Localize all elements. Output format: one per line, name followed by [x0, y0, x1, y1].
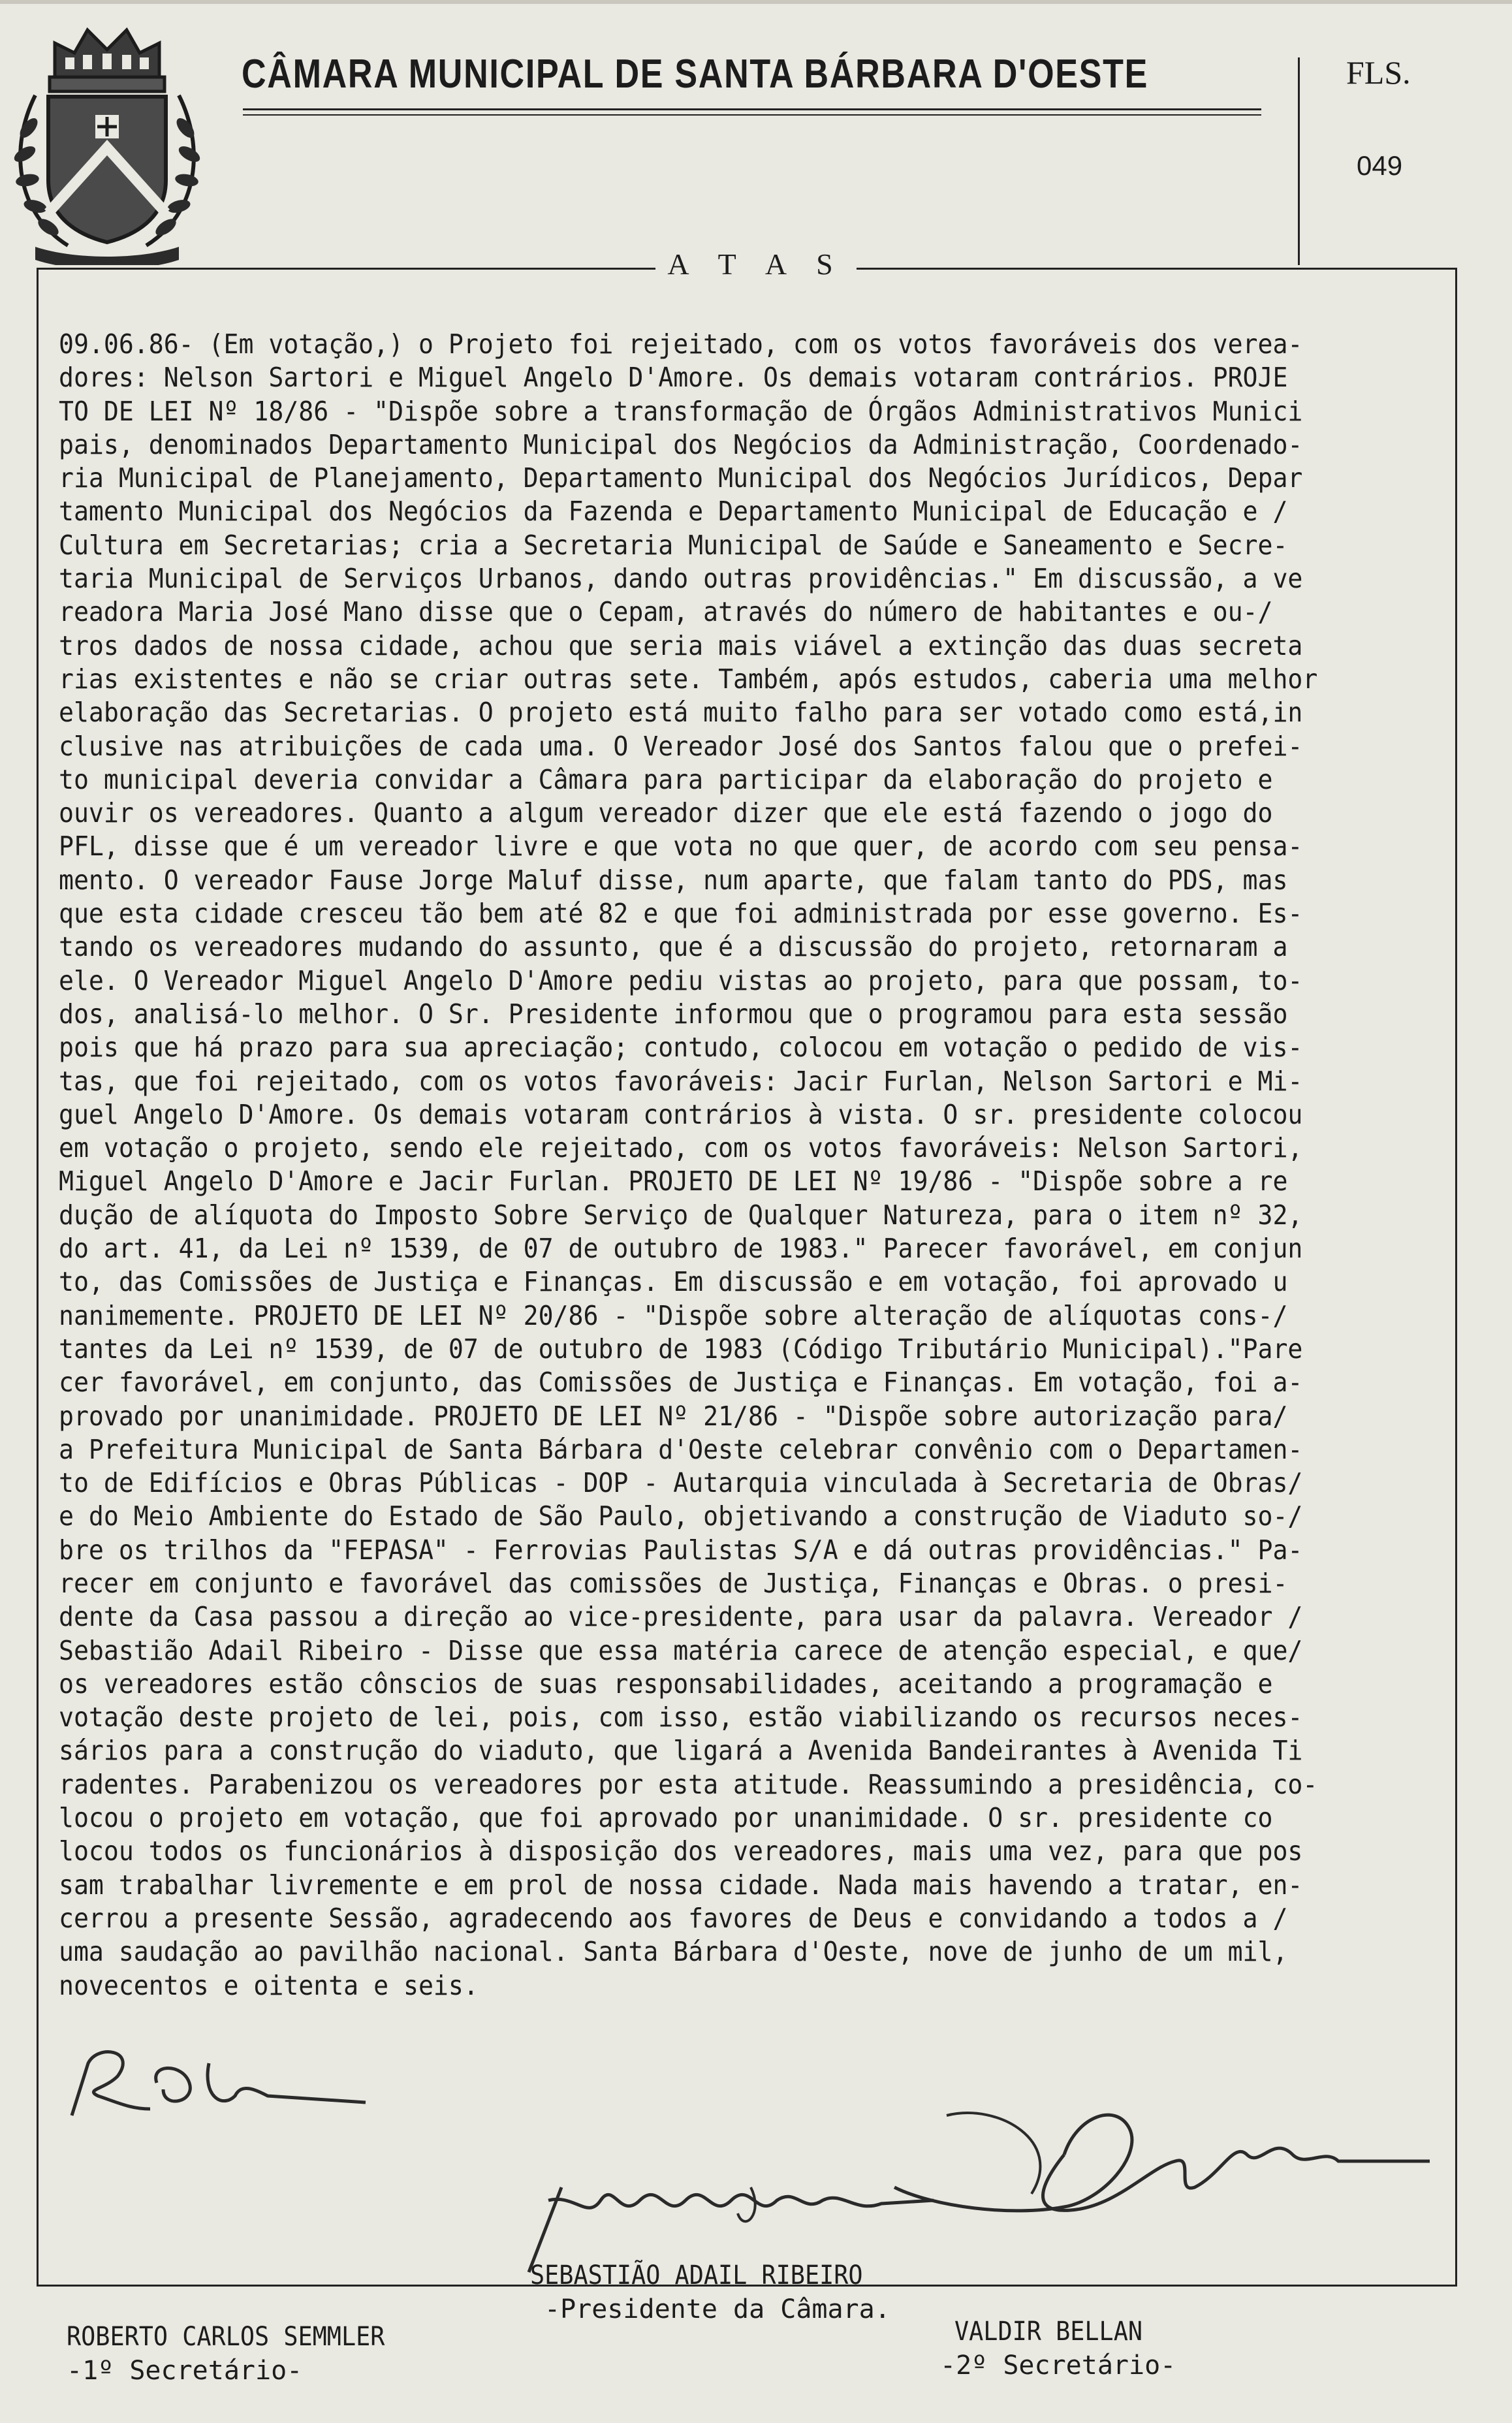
minutes-line: ele. O Vereador Miguel Angelo D'Amore pediu vistas ao projeto, para que possam, to- [59, 964, 1303, 996]
minutes-line: clusive nas atribuições de cada uma. O Vereador José dos Santos falou que o prefei- [59, 730, 1303, 762]
minutes-line: sários para a construção do viaduto, que ligará a Avenida Bandeirantes à Avenida Ti [59, 1735, 1303, 1767]
minutes-line: tamento Municipal dos Negócios da Fazenda e Departamento Municipal de Educação e / [59, 496, 1288, 528]
folio-label: FLS. [1346, 54, 1411, 91]
minutes-line: novecentos e oitenta e seis. [59, 1969, 479, 2001]
minutes-line: a Prefeitura Municipal de Santa Bárbara d'Oeste celebrar convênio com o Departamen- [59, 1433, 1303, 1465]
president-role: -Presidente da Câmara. [544, 2294, 890, 2324]
second-secretary-signature [868, 2076, 1443, 2226]
minutes-line: dução de alíquota do Imposto Sobre Serviço de Qualquer Natureza, para o item nº 32, [59, 1199, 1303, 1231]
minutes-line: PFL, disse que é um vereador livre e que vota no que quer, de acordo com seu pensa- [59, 831, 1303, 863]
minutes-line: cerrou a presente Sessão, agradecendo aos favores de Deus e convidando a todos a / [59, 1902, 1288, 1934]
section-title [0, 247, 1512, 302]
title-underline-secondary [243, 114, 1261, 116]
minutes-line: tando os vereadores mudando do assunto, que é a discussão do projeto, retornaram a [59, 931, 1288, 963]
municipal-crest-icon [9, 17, 205, 265]
minutes-line: que esta cidade cresceu tão bem até 82 e que foi administrada por esse governo. Es- [59, 898, 1303, 930]
section-title-text: A T A S [655, 247, 856, 281]
first-secretary-role: -1º Secretário- [67, 2356, 303, 2386]
second-secretary-role: -2º Secretário- [940, 2351, 1176, 2381]
minutes-line: dente da Casa passou a direção ao vice-presidente, para usar da palavra. Vereador / [59, 1601, 1303, 1633]
minutes-line: sam trabalhar livremente e em prol de nossa cidade. Nada mais havendo a tratar, en- [59, 1869, 1303, 1901]
minutes-line: locou todos os funcionários à disposição dos vereadores, mais uma vez, para que pos [59, 1835, 1303, 1867]
minutes-line: cer favorável, em conjunto, das Comissões de Justiça e Finanças. Em votação, foi a- [59, 1367, 1303, 1399]
president-name: SEBASTIÃO ADAIL RIBEIRO [530, 2260, 863, 2290]
minutes-line: guel Angelo D'Amore. Os demais votaram contrários à vista. O sr. presidente colocou [59, 1098, 1303, 1130]
first-secretary-name: ROBERTO CARLOS SEMMLER [67, 2322, 385, 2352]
minutes-line: rias existentes e não se criar outras sete. Também, após estudos, caberia uma melhor [59, 663, 1318, 695]
folio-number: 049 [1357, 150, 1403, 181]
minutes-line: 09.06.86- (Em votação,) o Projeto foi rejeitado, com os votos favoráveis dos verea- [59, 328, 1303, 360]
page-edge [0, 0, 1512, 4]
minutes-line: os vereadores estão cônscios de suas responsabilidades, aceitando a programação e [59, 1668, 1273, 1700]
minutes-line: ouvir os vereadores. Quanto a algum vereador dizer que ele está fazendo o jogo do [59, 797, 1273, 829]
minutes-line: bre os trilhos da "FEPASA" - Ferrovias Paulistas S/A e dá outras providências." Pa- [59, 1534, 1303, 1566]
minutes-line: votação deste projeto de lei, pois, com isso, estão viabilizando os recursos neces- [59, 1702, 1303, 1734]
minutes-body [59, 328, 1443, 2003]
minutes-line: em votação o projeto, sendo ele rejeitado, com os votos favoráveis: Nelson Sartori, [59, 1132, 1303, 1164]
minutes-line: Cultura em Secretarias; cria a Secretaria Municipal de Saúde e Saneamento e Secre- [59, 529, 1288, 561]
minutes-line: e do Meio Ambiente do Estado de São Paulo, objetivando a construção de Viaduto so-/ [59, 1500, 1303, 1532]
title-underline [243, 108, 1261, 110]
second-secretary-name: VALDIR BELLAN [954, 2317, 1143, 2347]
minutes-line: to, das Comissões de Justiça e Finanças. Em discussão e em votação, foi aprovado u [59, 1266, 1288, 1298]
minutes-line: ria Municipal de Planejamento, Departamento Municipal dos Negócios Jurídicos, Depar [59, 462, 1303, 494]
minutes-line: tros dados de nossa cidade, achou que seria mais viável a extinção das duas secreta [59, 629, 1303, 661]
minutes-line: to de Edifícios e Obras Públicas - DOP - Autarquia vinculada à Secretaria de Obras/ [59, 1467, 1303, 1499]
minutes-line: taria Municipal de Serviços Urbanos, dando outras providências." Em discussão, a ve [59, 563, 1303, 595]
minutes-line: locou o projeto em votação, que foi aprovado por unanimidade. O sr. presidente co [59, 1802, 1273, 1834]
minutes-line: radentes. Parabenizou os vereadores por esta atitude. Reassumindo a presidência, co- [59, 1768, 1318, 1800]
minutes-line: readora Maria José Mano disse que o Cepam, através do número de habitantes e ou-/ [59, 596, 1273, 628]
minutes-line: pais, denominados Departamento Municipal dos Negócios da Administração, Coordenado- [59, 428, 1303, 460]
minutes-line: recer em conjunto e favorável das comissões de Justiça, Finanças e Obras. o presi- [59, 1567, 1288, 1599]
minutes-line: mento. O vereador Fause Jorge Maluf disse, num aparte, que falam tanto do PDS, mas [59, 864, 1288, 896]
minutes-line: Sebastião Adail Ribeiro - Disse que essa matéria carece de atenção especial, e que/ [59, 1634, 1303, 1666]
minutes-line: tas, que foi rejeitado, com os votos favoráveis: Jacir Furlan, Nelson Sartori e Mi- [59, 1065, 1303, 1097]
minutes-line: dores: Nelson Sartori e Miguel Angelo D'Amore. Os demais votaram contrários. PROJE [59, 362, 1288, 394]
minutes-line: nanimemente. PROJETO DE LEI Nº 20/86 - "Dispõe sobre alteração de alíquotas cons-/ [59, 1299, 1288, 1331]
chamber-title: CÂMARA MUNICIPAL DE SANTA BÁRBARA D'OESTE [242, 52, 1149, 97]
minutes-line: tantes da Lei nº 1539, de 07 de outubro de 1983 (Código Tributário Municipal)."Pare [59, 1333, 1303, 1365]
minutes-line: pois que há prazo para sua apreciação; contudo, colocou em votação o pedido de vis- [59, 1032, 1303, 1064]
minutes-line: dos, analisá-lo melhor. O Sr. Presidente informou que o programou para esta sessão [59, 998, 1288, 1030]
minutes-line: TO DE LEI Nº 18/86 - "Dispõe sobre a transformação de Órgãos Administrativos Munici [59, 395, 1303, 427]
minutes-line: provado por unanimidade. PROJETO DE LEI Nº 21/86 - "Dispõe sobre autorização para/ [59, 1400, 1288, 1432]
fls-divider [1298, 57, 1300, 265]
minutes-line: do art. 41, da Lei nº 1539, de 07 de outubro de 1983." Parecer favorável, em conjun [59, 1233, 1303, 1265]
minutes-line: to municipal deveria convidar a Câmara para participar da elaboração do projeto e [59, 763, 1273, 795]
first-secretary-signature [59, 2037, 385, 2122]
minutes-line: elaboração das Secretarias. O projeto está muito falho para ser votado como está,in [59, 697, 1303, 729]
minutes-line: uma saudação ao pavilhão nacional. Santa Bárbara d'Oeste, nove de junho de um mil, [59, 1936, 1288, 1968]
minutes-line: Miguel Angelo D'Amore e Jacir Furlan. PROJETO DE LEI Nº 19/86 - "Dispõe sobre a re [59, 1165, 1288, 1197]
